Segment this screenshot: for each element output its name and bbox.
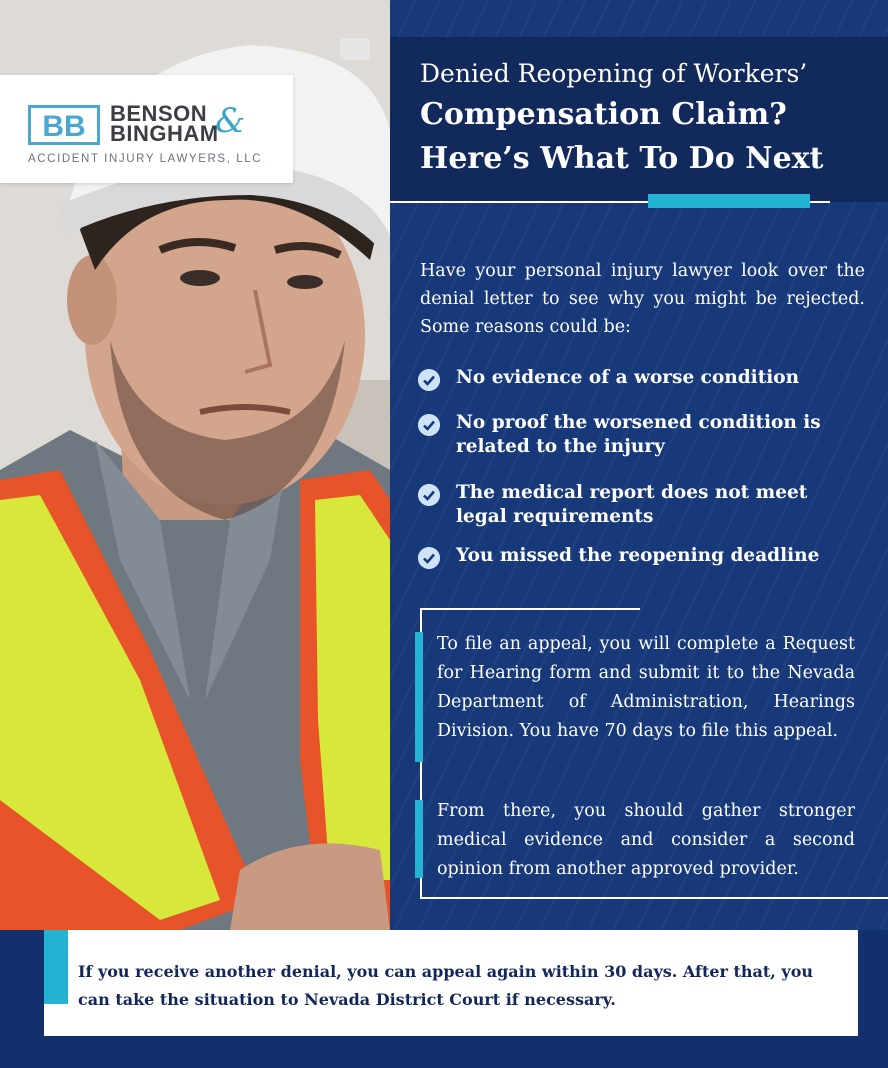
note-accent-bar <box>44 930 68 1004</box>
appeal-accent-bar-1 <box>415 632 423 762</box>
intro-text: Have your personal injury lawyer look over the denial letter to see why you might be rejected. Some reasons could be: <box>420 261 865 337</box>
reason-text: No evidence of a worse condition <box>456 367 800 388</box>
logo-card <box>0 75 293 183</box>
logo-subtitle: ACCIDENT INJURY LAWYERS, LLC <box>28 153 263 165</box>
appeal-paragraph-1: To file an appeal, you will complete a Request for Hearing form and submit it to the Nevada Department of Administration, Hearings Division. You have 70 days to file this appeal. <box>437 634 855 741</box>
title-box <box>390 37 888 202</box>
title-line-1: Denied Reopening of Workers’ <box>420 59 808 88</box>
appeal-accent-bar-2 <box>415 800 423 878</box>
bb-logo-icon <box>28 105 100 145</box>
reason-text: You missed the reopening deadline <box>456 545 820 566</box>
check-circle-icon <box>418 484 440 506</box>
info-panel <box>390 0 888 930</box>
logo-mark-text: BB <box>42 110 86 143</box>
title-accent-bar <box>648 194 810 208</box>
check-circle-icon <box>418 369 440 391</box>
title-line-2: Compensation Claim? <box>420 97 787 132</box>
logo-name-benson: BENSON <box>110 101 208 126</box>
logo-ampersand: & <box>215 101 246 141</box>
logo-name-bingham: BINGHAM <box>110 121 219 146</box>
note-text: If you receive another denial, you can appeal again within 30 days. After that, you can take the situation to Nevada District Court if necessary. <box>78 962 814 1009</box>
title-line-3: Here’s What To Do Next <box>420 141 824 176</box>
appeal-frame-top <box>420 608 640 610</box>
check-circle-icon <box>418 414 440 436</box>
appeal-frame-bottom <box>420 897 888 899</box>
check-circle-icon <box>418 547 440 569</box>
reason-text: The medical report does not meet legal requirements <box>456 482 808 527</box>
appeal-paragraph-2: From there, you should gather stronger medical evidence and consider a second opinion from another approved provider. <box>437 801 855 879</box>
reason-text: No proof the worsened condition is related to the injury <box>456 412 821 457</box>
